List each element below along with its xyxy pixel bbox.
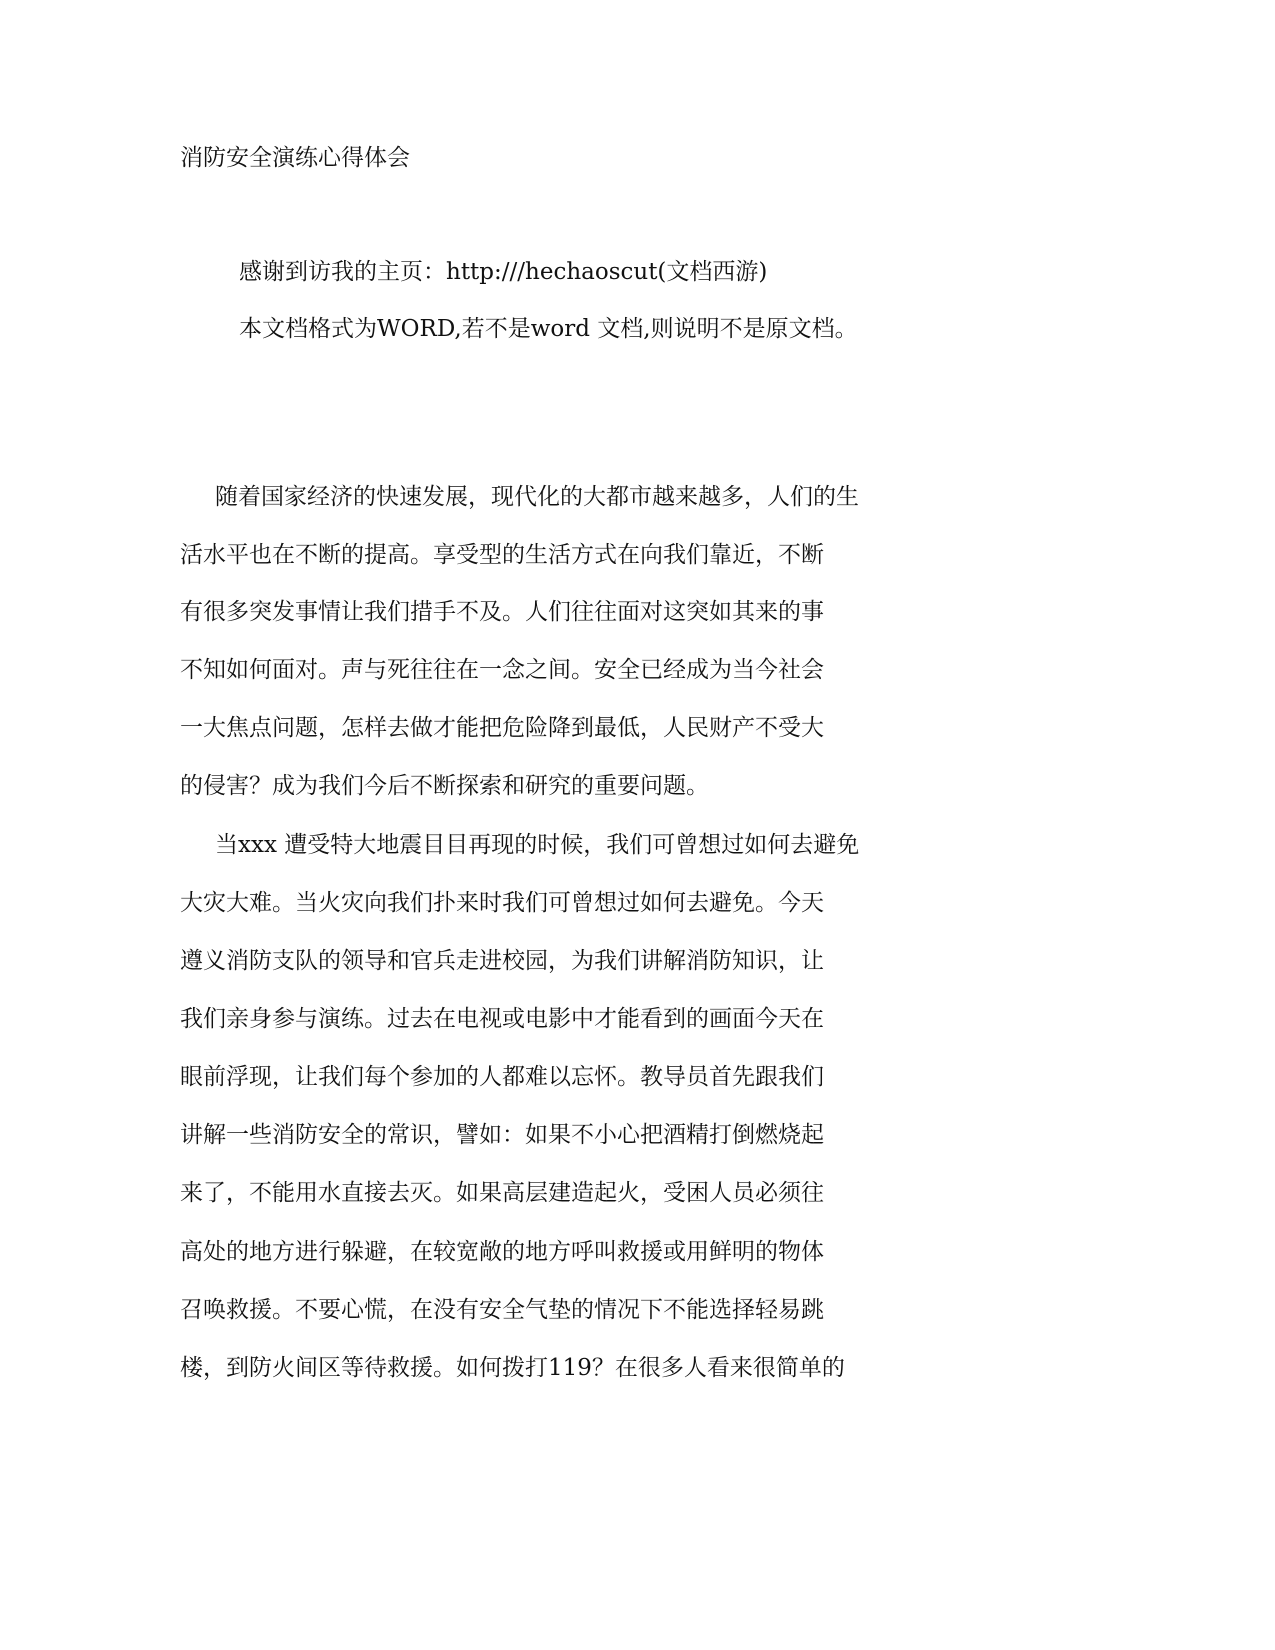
paragraph-2-line: 高处的地方进行躲避，在较宽敞的地方呼叫救援或用鲜明的物体: [180, 1239, 824, 1265]
paragraph-2-line: 讲解一些消防安全的常识，譬如：如果不小心把酒精打倒燃烧起: [180, 1122, 824, 1148]
paragraph-2-line: 遵义消防支队的领导和官兵走进校园，为我们讲解消防知识，让: [180, 948, 824, 974]
paragraph-1-line: 一大焦点问题，怎样去做才能把危险降到最低，人民财产不受大: [180, 715, 824, 741]
paragraph-2-line: 眼前浮现，让我们每个参加的人都难以忘怀。教导员首先跟我们: [180, 1064, 824, 1090]
paragraph-2-line: 我们亲身参与演练。过去在电视或电影中才能看到的画面今天在: [180, 1006, 824, 1032]
paragraph-1-line: 随着国家经济的快速发展，现代化的大都市越来越多，人们的生: [215, 484, 859, 510]
paragraph-1-line: 的侵害？成为我们今后不断探索和研究的重要问题。: [180, 773, 709, 799]
paragraph-2-line: 当xxx 遭受特大地震目目再现的时候，我们可曾想过如何去避免: [215, 832, 860, 858]
notice-line-2: 本文档格式为WORD,若不是word 文档,则说明不是原文档。: [239, 316, 858, 342]
notice-line-1: 感谢到访我的主页：http:///hechaoscut(文档西游): [239, 259, 768, 285]
paragraph-1-line: 不知如何面对。声与死往往在一念之间。安全已经成为当今社会: [180, 657, 824, 683]
paragraph-1-line: 活水平也在不断的提高。享受型的生活方式在向我们靠近，不断: [180, 542, 824, 568]
paragraph-2-line: 来了，不能用水直接去灭。如果高层建造起火，受困人员必须往: [180, 1180, 824, 1206]
document-title: 消防安全演练心得体会: [180, 145, 410, 171]
paragraph-2-line: 楼，到防火间区等待救援。如何拨打119？在很多人看来很简单的: [180, 1355, 845, 1381]
paragraph-1-line: 有很多突发事情让我们措手不及。人们往往面对这突如其来的事: [180, 599, 824, 625]
paragraph-2-line: 大灾大难。当火灾向我们扑来时我们可曾想过如何去避免。今天: [180, 890, 824, 916]
paragraph-2-line: 召唤救援。不要心慌，在没有安全气垫的情况下不能选择轻易跳: [180, 1297, 824, 1323]
